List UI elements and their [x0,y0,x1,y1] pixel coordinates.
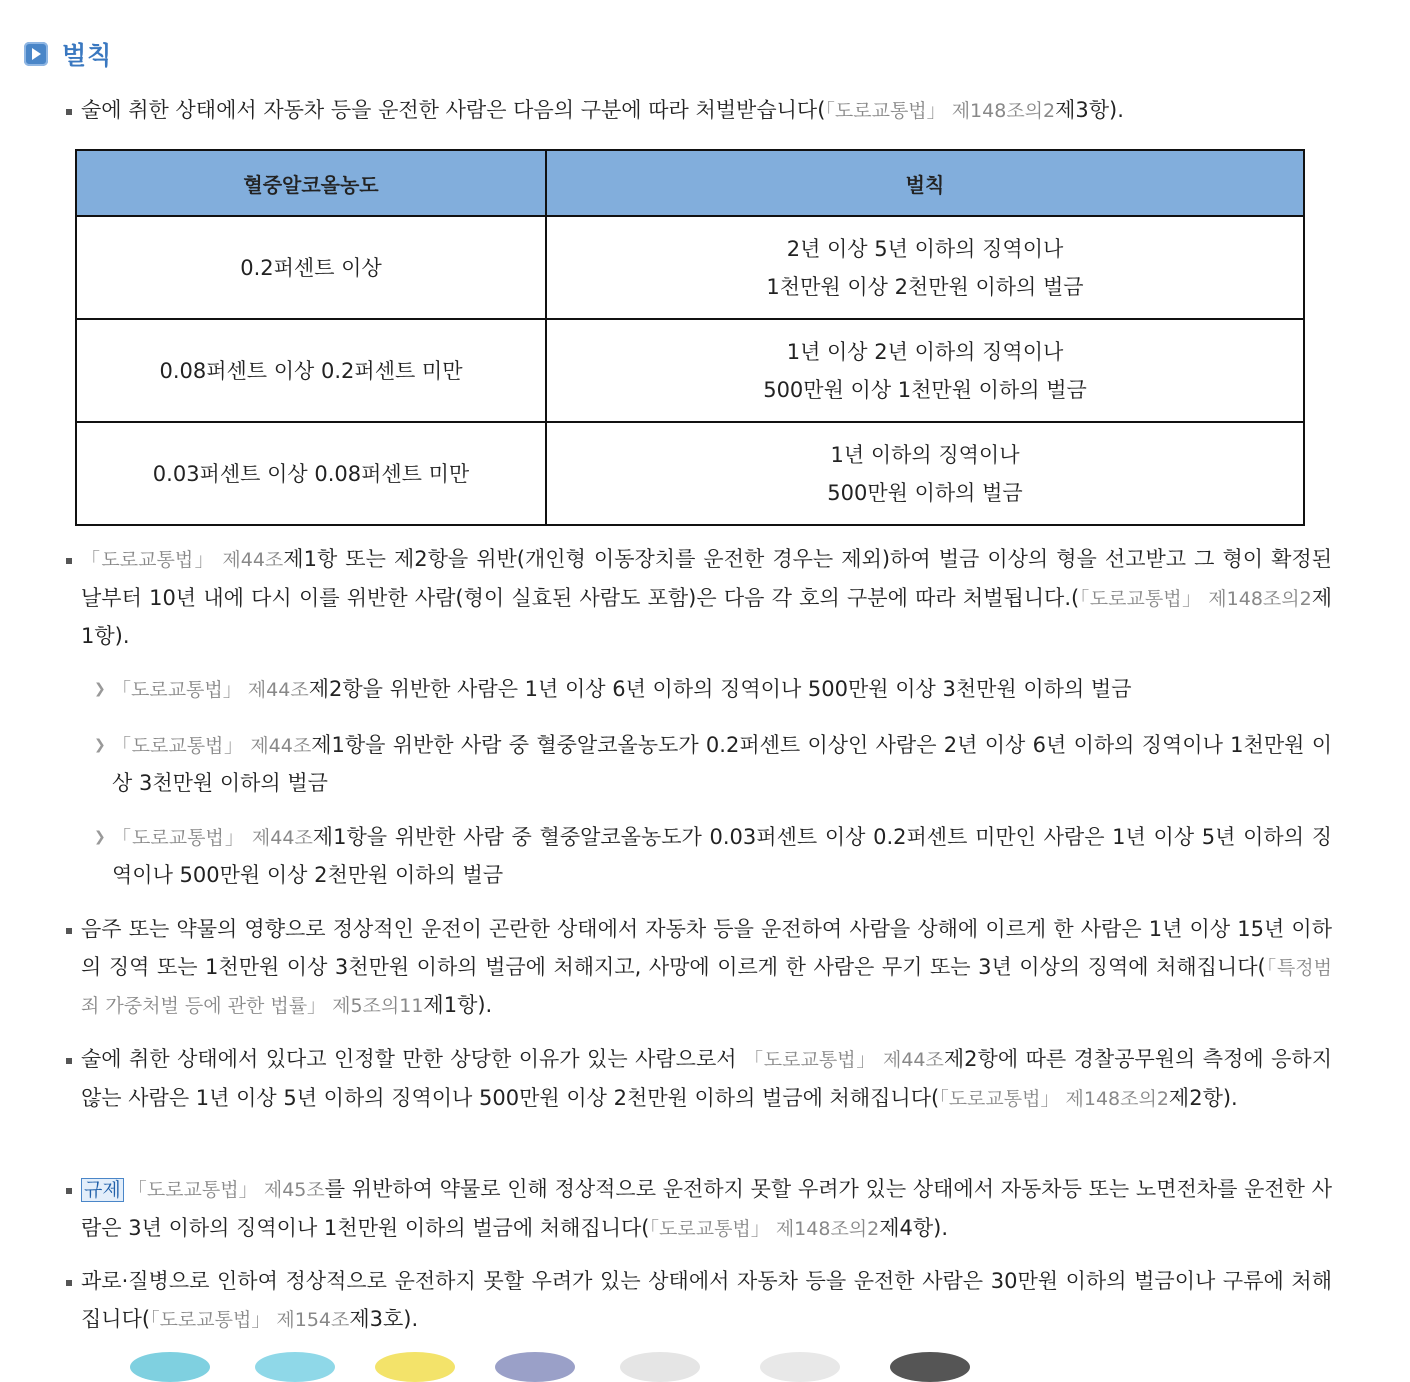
chevron-right-icon: ❯ [94,737,106,753]
table-row [76,216,1304,319]
alcohol-level-cell: 0.08퍼센트 이상 0.2퍼센트 미만 [76,319,546,422]
injury-paragraph: 음주 또는 약물의 영향으로 정상적인 운전이 곤란한 상태에서 자동차 등을 운전하여 사람을 상해에 이르게 한 사람은 1년 이상 15년 이하의 징역 또는 1천만원 이상 3천만원 이하의 벌금에 처해지고, 사망에 이르게 한 사람은 무기 또는 3년 이상의 징역에 처해집니다(「특정범죄 가중처벌 등에 관한 법률」 제5조의11제1항). [81,917,1332,1017]
table-header-row [76,150,1304,216]
law-link[interactable]: 「도로교통법」 제148조의2 [825,100,1056,122]
sub-item: ❯ 「도로교통법」 제44조제2항을 위반한 사람은 1년 이상 6년 이하의 징역이나 500만원 이상 3천만원 이하의 벌금 [94,671,1332,709]
chevron-right-icon: ❯ [94,681,106,697]
decor-circle [890,1352,970,1382]
regulation-tag[interactable]: 규제 [81,1178,124,1202]
decor-circle [255,1352,335,1382]
drug-paragraph: 규제 「도로교통법」 제45조를 위반하여 약물로 인해 정상적으로 운전하지 못할 우려가 있는 상태에서 자동차등 또는 노면전차를 운전한 사람은 3년 이하의 징역이나 1천만원 이하의 벌금에 처해집니다(「도로교통법」 제148조의2제4항). [81,1177,1332,1240]
law-link[interactable]: 「도로교통법」 제44조 [112,827,313,849]
law-link[interactable]: 「도로교통법」 제44조 [744,1049,944,1071]
law-link[interactable]: 「도로교통법」 제44조 [112,679,309,701]
law-link[interactable]: 「도로교통법」 제154조 [150,1308,350,1331]
law-link[interactable]: 「특정범죄 가중처벌 등에 관한 법률」 제5조의11 [81,956,1332,1017]
chevron-right-icon: ❯ [94,829,106,845]
penalty-cell: 1년 이상 2년 이하의 징역이나 500만원 이상 1천만원 이하의 벌금 [546,319,1304,422]
law-link[interactable]: 「도로교통법」 제44조 [81,549,284,571]
decor-circle [130,1352,210,1382]
decor-circle [375,1352,455,1382]
decor-circle [495,1352,575,1382]
section-heading [24,36,112,72]
sub-item: ❯ 「도로교통법」 제44조제1항을 위반한 사람 중 혈중알코올농도가 0.03퍼센트 이상 0.2퍼센트 미만인 사람은 1년 이상 5년 이하의 징역이나 500만원 이상 2천만원 이하의 벌금 [94,819,1332,894]
alcohol-level-cell: 0.2퍼센트 이상 [76,216,546,319]
refusal-paragraph: 술에 취한 상태에서 있다고 인정할 만한 상당한 이유가 있는 사람으로서 「도로교통법」 제44조제2항에 따른 경찰공무원의 측정에 응하지 않는 사람은 1년 이상 5년 이하의 징역이나 500만원 이상 2천만원 이하의 벌금에 처해집니다(「도로교통법」 제148조의2제2항). [81,1047,1332,1110]
law-link[interactable]: 「도로교통법」 제148조의2 [649,1217,880,1240]
alcohol-level-cell: 0.03퍼센트 이상 0.08퍼센트 미만 [76,422,546,525]
header-penalty: 벌칙 [546,150,1304,216]
table-row [76,422,1304,525]
fatigue-paragraph: 과로·질병으로 인하여 정상적으로 운전하지 못할 우려가 있는 상태에서 자동차 등을 운전한 사람은 30만원 이하의 벌금이나 구류에 처해집니다(「도로교통법」 제154조제3호). [81,1269,1332,1331]
sub-item: ❯ 「도로교통법」 제44조제1항을 위반한 사람 중 혈중알코올농도가 0.2퍼센트 이상인 사람은 2년 이상 6년 이하의 징역이나 1천만원 이상 3천만원 이하의 벌금 [94,727,1332,802]
bottom-decoration [0,1352,1410,1362]
repeat-offense-paragraph: 「도로교통법」 제44조제1항 또는 제2항을 위반(개인형 이동장치를 운전한 경우는 제외)하여 벌금 이상의 형을 선고받고 그 형이 확정된 날부터 10년 내에 다시 이를 위반한 사람(형이 실효된 사람도 포함)은 다음 각 호의 구분에 따라 처벌됩니다.(「도로교통법」 제148조의2제1항). [81,547,1332,648]
section-title: 벌칙 [62,41,113,70]
play-icon [24,42,48,66]
header-alcohol-level: 혈중알코올농도 [76,150,546,216]
table-row [76,319,1304,422]
decor-circle [620,1352,700,1382]
penalty-table [75,149,1305,526]
law-link[interactable]: 「도로교통법」 제44조 [112,735,312,757]
penalty-cell: 2년 이상 5년 이하의 징역이나 1천만원 이상 2천만원 이하의 벌금 [546,216,1304,319]
penalty-cell: 1년 이하의 징역이나 500만원 이하의 벌금 [546,422,1304,525]
law-link[interactable]: 「도로교통법」 제45조 [127,1179,325,1201]
law-link[interactable]: 「도로교통법」 제148조의2 [939,1087,1169,1110]
law-link[interactable]: 「도로교통법」 제148조의2 [1079,587,1312,610]
intro-paragraph: 술에 취한 상태에서 자동차 등을 운전한 사람은 다음의 구분에 따라 처벌받습니다(「도로교통법」 제148조의2제3항). [81,98,1124,122]
decor-circle [760,1352,840,1382]
